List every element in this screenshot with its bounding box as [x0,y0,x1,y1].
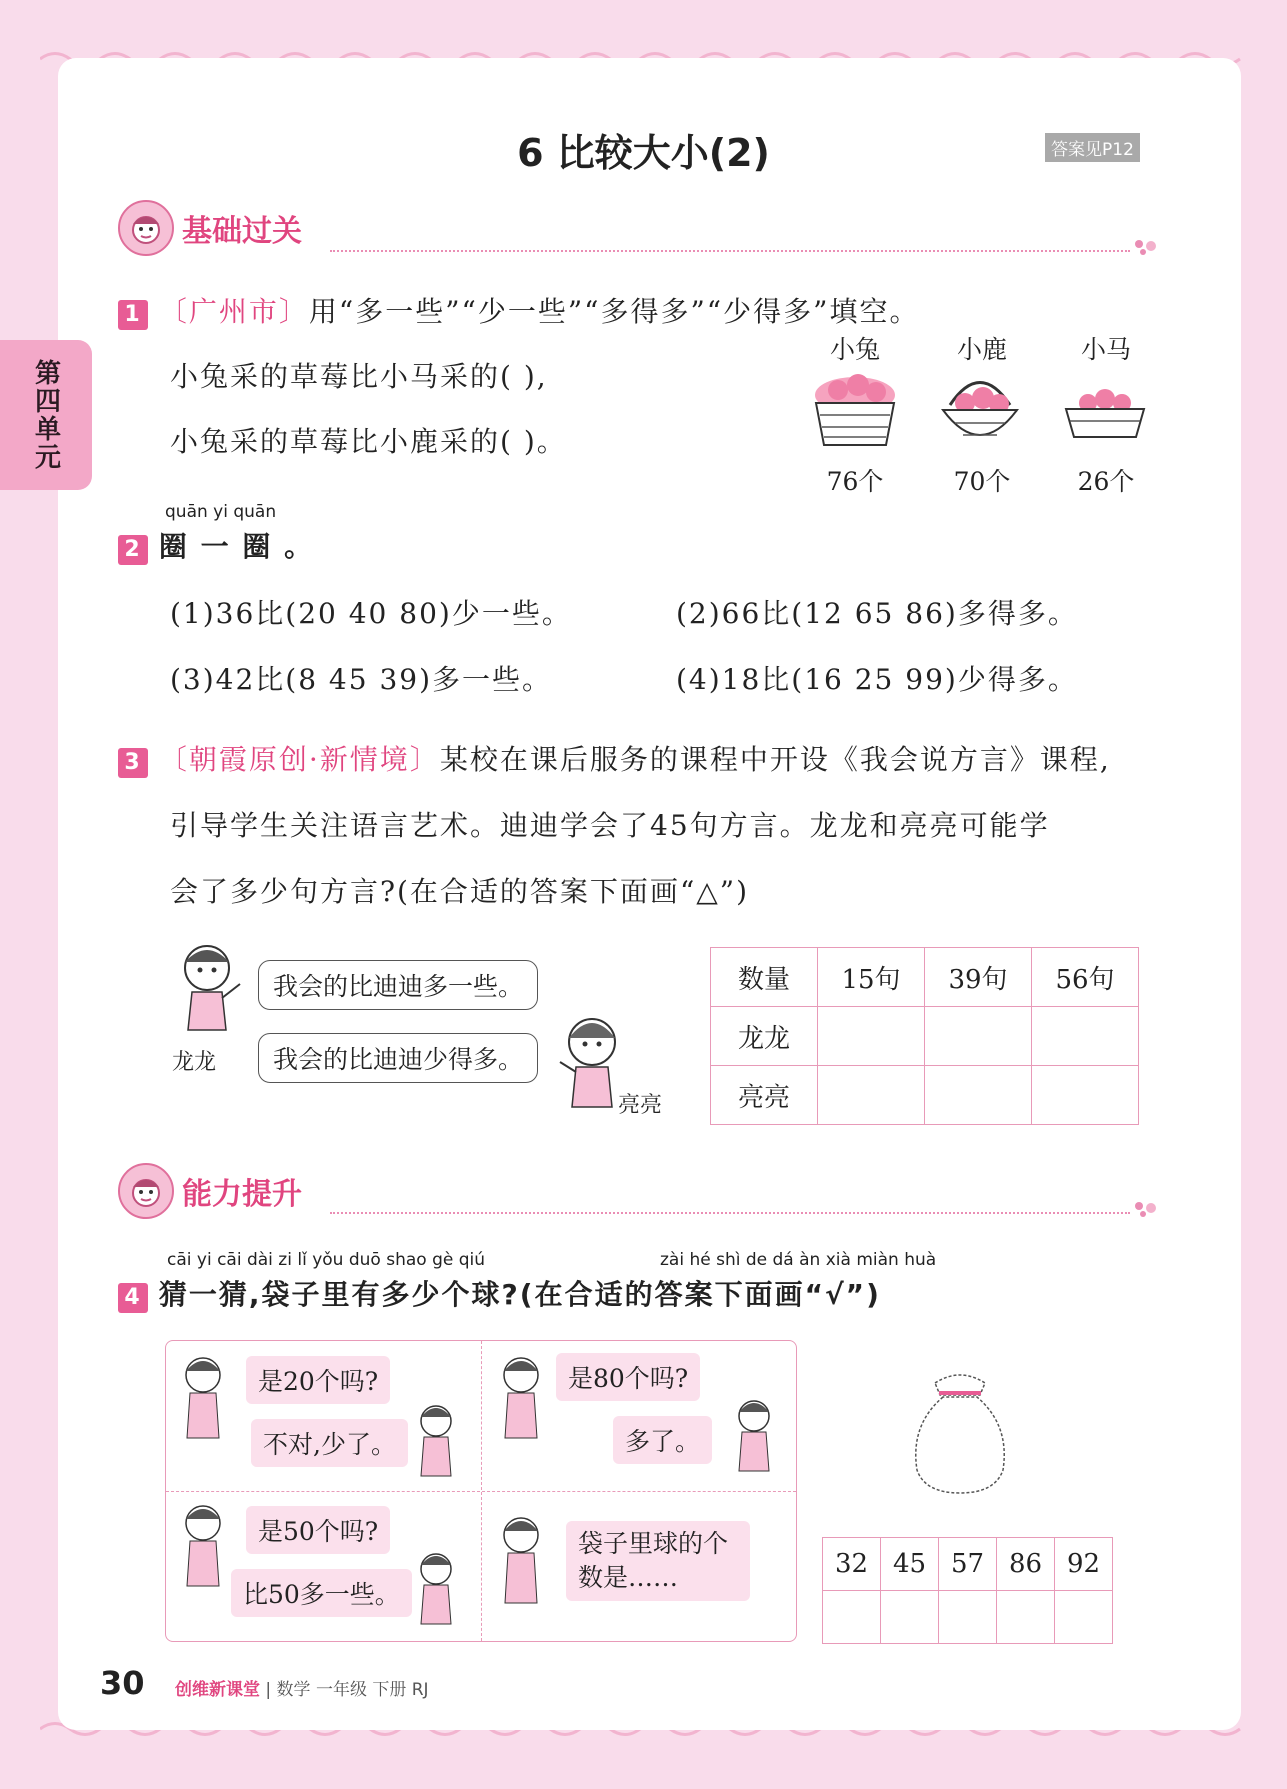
boy-illustration [176,1353,231,1443]
question-1 [118,290,919,330]
section-divider [330,250,1130,252]
table-header-cell: 15句 [818,948,925,1007]
table-row-label: 龙龙 [711,1007,818,1066]
speech-bubble-ask: 是50个吗? [246,1506,390,1554]
girl-illustration [411,1401,461,1481]
table-header-cell: 39句 [925,948,1032,1007]
strawberry-basket-icon [808,365,903,455]
circle-item-1: (1)36比(20 40 80)少一些。 [170,597,572,630]
question-number: 4 [118,1283,148,1313]
answer-cell[interactable] [1032,1007,1139,1066]
option-cell: 57 [939,1538,997,1591]
name-label-liangliang: 亮亮 [618,1093,663,1118]
footer-book-info [175,1675,429,1700]
unit-side-tab [0,340,92,490]
answer-table-q4 [822,1537,1113,1644]
lesson-title: 6 比较大小(2) [517,131,770,175]
girl-illustration [411,1549,461,1629]
girl-illustration [729,1396,779,1476]
dialogue-panel-grid [165,1340,797,1642]
name-label-longlong: 龙龙 [172,1050,217,1075]
decor-dots-icon [1133,1198,1163,1218]
speech-bubble-liangliang: 我会的比迪迪少得多。 [258,1033,538,1083]
table-row-label: 亮亮 [711,1066,818,1125]
question-number: 2 [118,535,148,565]
basket-count-horse: 26个 [1077,467,1135,496]
answer-cell[interactable] [925,1066,1032,1125]
table-row [711,948,1139,1007]
question-4 [118,1273,881,1313]
strawberry-basket-icon [935,365,1025,455]
speech-bubble-ask: 是20个吗? [246,1356,390,1404]
page-number: 30 [100,1664,145,1702]
boy-illustration [494,1513,549,1613]
answer-table-q3 [710,947,1139,1125]
basket-label-horse: 小马 [1080,335,1131,364]
footer-brand: 创维新课堂 [175,1680,260,1700]
question-3 [118,738,1111,778]
section-title-basic: 基础过关 [182,214,302,249]
strawberry-basket-icon [1060,385,1150,445]
question-prompt-line-2: 引导学生关注语言艺术。迪迪学会了45句方言。龙龙和亮亮可能学 [170,809,1050,842]
pinyin-annotation: quān yi quān [165,502,277,522]
answer-cell[interactable] [997,1591,1055,1644]
panel-divider-horizontal [166,1491,796,1492]
table-header-cell: 56句 [1032,948,1139,1007]
question-prompt: 圈 一 圈 。 [158,530,315,563]
circle-item-4: (4)18比(16 25 99)少得多。 [676,663,1078,696]
answer-cell[interactable] [925,1007,1032,1066]
girl-face-icon [118,200,174,256]
boy-illustration [494,1353,549,1443]
decor-dots-icon [1133,236,1163,256]
table-row [823,1538,1113,1591]
unit-side-tab-label: 第四单元 [30,359,61,471]
speech-bubble-reply: 不对,少了。 [251,1419,408,1467]
question-source-tag: 〔朝霞原创·新情境〕 [158,743,440,776]
girl-face-icon [118,1163,174,1219]
footer-info: | 数学 一年级 下册 RJ [265,1680,429,1700]
answer-reference-badge: 答案见P12 [1045,133,1140,162]
question-number: 1 [118,300,148,330]
question-source-tag: 〔广州市〕 [158,295,309,328]
answer-cell[interactable] [818,1007,925,1066]
table-header-cell: 数量 [711,948,818,1007]
ball-bag-icon [905,1365,1015,1500]
table-row [711,1007,1139,1066]
basket-count-rabbit: 76个 [826,467,884,496]
boy-longlong-illustration [172,940,247,1040]
section-title-advanced: 能力提升 [182,1177,302,1212]
circle-item-2: (2)66比(12 65 86)多得多。 [676,597,1078,630]
basket-label-rabbit: 小兔 [829,335,880,364]
boy-illustration [176,1501,231,1591]
question-number: 3 [118,748,148,778]
option-cell: 32 [823,1538,881,1591]
question-prompt-line-3: 会了多少句方言?(在合适的答案下面画“△”) [170,875,750,908]
fill-blank-line-2: 小兔采的草莓比小鹿采的( )。 [170,425,567,458]
answer-cell[interactable] [823,1591,881,1644]
option-cell: 45 [881,1538,939,1591]
answer-cell[interactable] [881,1591,939,1644]
section-header-basic [118,200,302,256]
fill-blank-line-1: 小兔采的草莓比小马采的( ), [170,360,548,393]
basket-count-deer: 70个 [953,467,1011,496]
question-prompt: 猜一猜,袋子里有多少个球?(在合适的答案下面画“√”) [158,1278,881,1311]
circle-item-3: (3)42比(8 45 39)多一些。 [170,663,553,696]
question-prompt-line-1: 某校在课后服务的课程中开设《我会说方言》课程, [439,743,1111,776]
answer-cell[interactable] [818,1066,925,1125]
table-row [711,1066,1139,1125]
speech-bubble-longlong: 我会的比迪迪多一些。 [258,960,538,1010]
speech-bubble-ask: 是80个吗? [556,1353,700,1401]
speech-bubble-reply: 比50多一些。 [231,1569,412,1617]
section-divider [330,1212,1130,1214]
question-2 [118,525,314,565]
question-prompt: 用“多一些”“少一些”“多得多”“少得多”填空。 [308,295,920,328]
pinyin-annotation: zài hé shì de dá àn xià miàn huà [660,1250,937,1270]
speech-bubble-reply: 多了。 [613,1416,712,1464]
table-row [823,1591,1113,1644]
pinyin-annotation: cāi yi cāi dài zi lǐ yǒu duō shao gè qiú [167,1250,486,1270]
answer-cell[interactable] [1055,1591,1113,1644]
option-cell: 92 [1055,1538,1113,1591]
answer-cell[interactable] [939,1591,997,1644]
answer-cell[interactable] [1032,1066,1139,1125]
basket-label-deer: 小鹿 [956,335,1007,364]
option-cell: 86 [997,1538,1055,1591]
section-header-advanced [118,1163,302,1219]
speech-bubble-ask: 袋子里球的个数是…… [566,1521,750,1601]
